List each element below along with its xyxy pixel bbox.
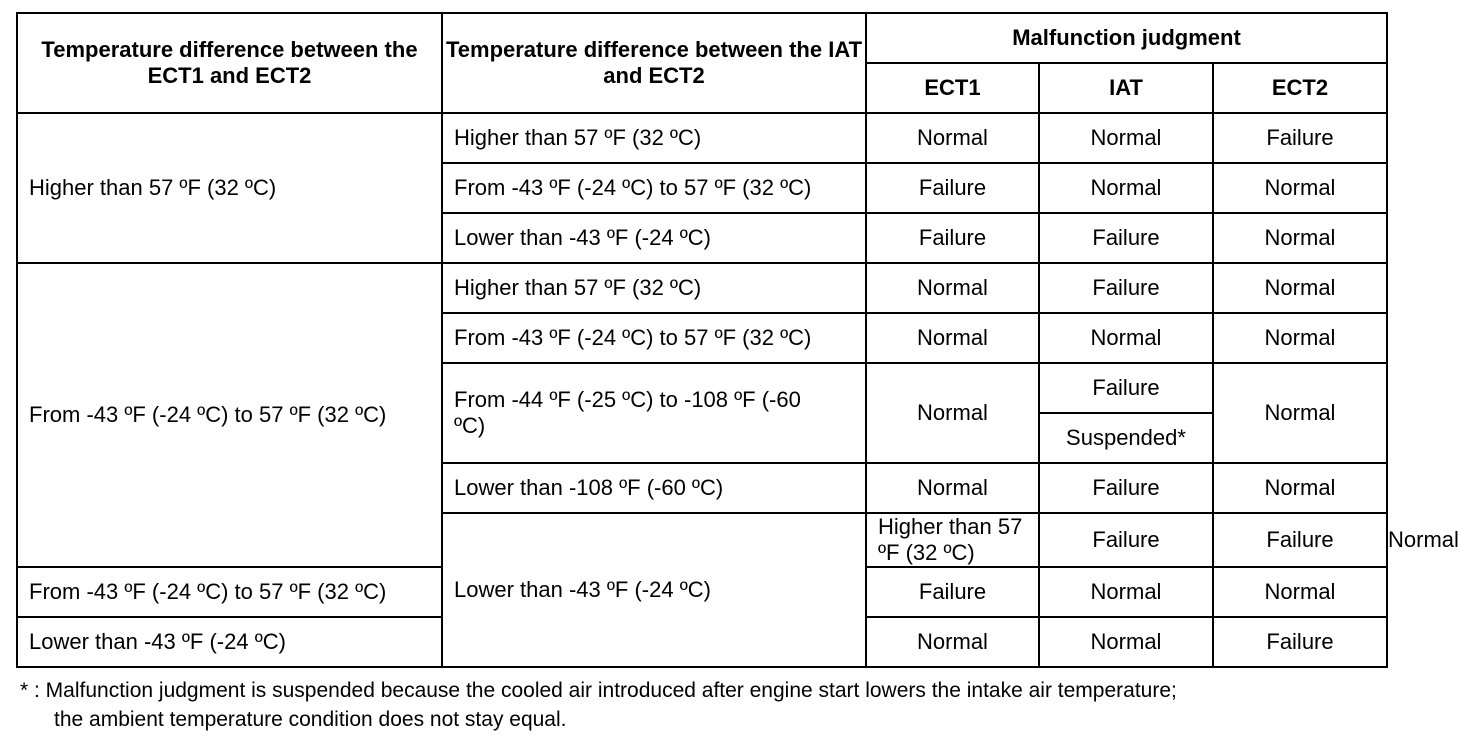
- iat-condition-cell: From -43 ºF (-24 ºC) to 57 ºF (32 ºC): [17, 567, 442, 617]
- malfunction-judgment-table: [16, 12, 1459, 668]
- header-iat: IAT: [1039, 63, 1213, 113]
- iat-condition-cell: Lower than -108 ºF (-60 ºC): [442, 463, 866, 513]
- ect1-judgment: Failure: [866, 567, 1039, 617]
- iat-judgment: Normal: [1039, 567, 1213, 617]
- ect1-judgment: Failure: [866, 213, 1039, 263]
- ect1-judgment: Normal: [866, 313, 1039, 363]
- header-malfunction-judgment: Malfunction judgment: [866, 13, 1387, 63]
- table-row: Lower than -43 ºF (-24 ºC) Higher than 57 ºF (32 ºC) Failure Failure Normal: [17, 513, 1387, 567]
- iat-judgment-suspended: Suspended*: [1039, 413, 1213, 463]
- ect2-judgment: Failure: [1213, 113, 1387, 163]
- iat-judgment: Failure: [1039, 363, 1213, 413]
- ect1-judgment: Normal: [866, 363, 1039, 463]
- footnote: [20, 676, 1177, 734]
- iat-judgment: Normal: [1039, 313, 1213, 363]
- iat-judgment: Normal: [1039, 617, 1213, 667]
- ect2-judgment: Normal: [1213, 363, 1387, 463]
- iat-condition-cell: From -43 ºF (-24 ºC) to 57 ºF (32 ºC): [442, 313, 866, 363]
- ect1-judgment: Normal: [866, 263, 1039, 313]
- ect-condition-cell: Lower than -43 ºF (-24 ºC): [442, 513, 866, 667]
- header-ect1: ECT1: [866, 63, 1039, 113]
- iat-judgment: Failure: [1039, 463, 1213, 513]
- header-iat-ect2-difference: Temperature difference between the IAT and ECT2: [442, 13, 866, 113]
- iat-judgment: Failure: [1039, 213, 1213, 263]
- iat-judgment: Normal: [1039, 163, 1213, 213]
- ect-condition-cell: From -43 ºF (-24 ºC) to 57 ºF (32 ºC): [17, 263, 442, 567]
- ect1-judgment: Normal: [866, 113, 1039, 163]
- iat-judgment: Failure: [1213, 513, 1387, 567]
- ect2-judgment: Failure: [1213, 617, 1387, 667]
- table-row: [17, 113, 1387, 163]
- iat-condition-cell: Higher than 57 ºF (32 ºC): [442, 113, 866, 163]
- footnote-line-2: the ambient temperature condition does not stay equal.: [54, 708, 567, 731]
- header-ect1-ect2-difference: Temperature difference between the ECT1 and ECT2: [17, 13, 442, 113]
- ect-condition-cell: Higher than 57 ºF (32 ºC): [17, 113, 442, 263]
- ect2-judgment: Normal: [1213, 163, 1387, 213]
- ect2-judgment: Normal: [1213, 213, 1387, 263]
- ect1-judgment: Normal: [866, 617, 1039, 667]
- iat-condition-cell: Lower than -43 ºF (-24 ºC): [17, 617, 442, 667]
- iat-judgment: Failure: [1039, 263, 1213, 313]
- iat-condition-cell: Higher than 57 ºF (32 ºC): [866, 513, 1039, 567]
- ect1-judgment: Failure: [1039, 513, 1213, 567]
- ect1-judgment: Normal: [866, 463, 1039, 513]
- ect1-judgment: Failure: [866, 163, 1039, 213]
- iat-condition-cell: Lower than -43 ºF (-24 ºC): [442, 213, 866, 263]
- iat-condition-cell: From -43 ºF (-24 ºC) to 57 ºF (32 ºC): [442, 163, 866, 213]
- footnote-line-1: * : Malfunction judgment is suspended because the cooled air introduced after engine start lowers the intake air temperature;: [20, 679, 1177, 702]
- ect2-judgment: Normal: [1213, 263, 1387, 313]
- ect2-judgment: Normal: [1213, 463, 1387, 513]
- ect2-judgment: Normal: [1213, 313, 1387, 363]
- iat-condition-cell: From -44 ºF (-25 ºC) to -108 ºF (-60 ºC): [442, 363, 866, 463]
- table-row: [17, 263, 1387, 313]
- iat-condition-cell: Higher than 57 ºF (32 ºC): [442, 263, 866, 313]
- iat-judgment: Normal: [1039, 113, 1213, 163]
- header-ect2: ECT2: [1213, 63, 1387, 113]
- ect2-judgment: Normal: [1213, 567, 1387, 617]
